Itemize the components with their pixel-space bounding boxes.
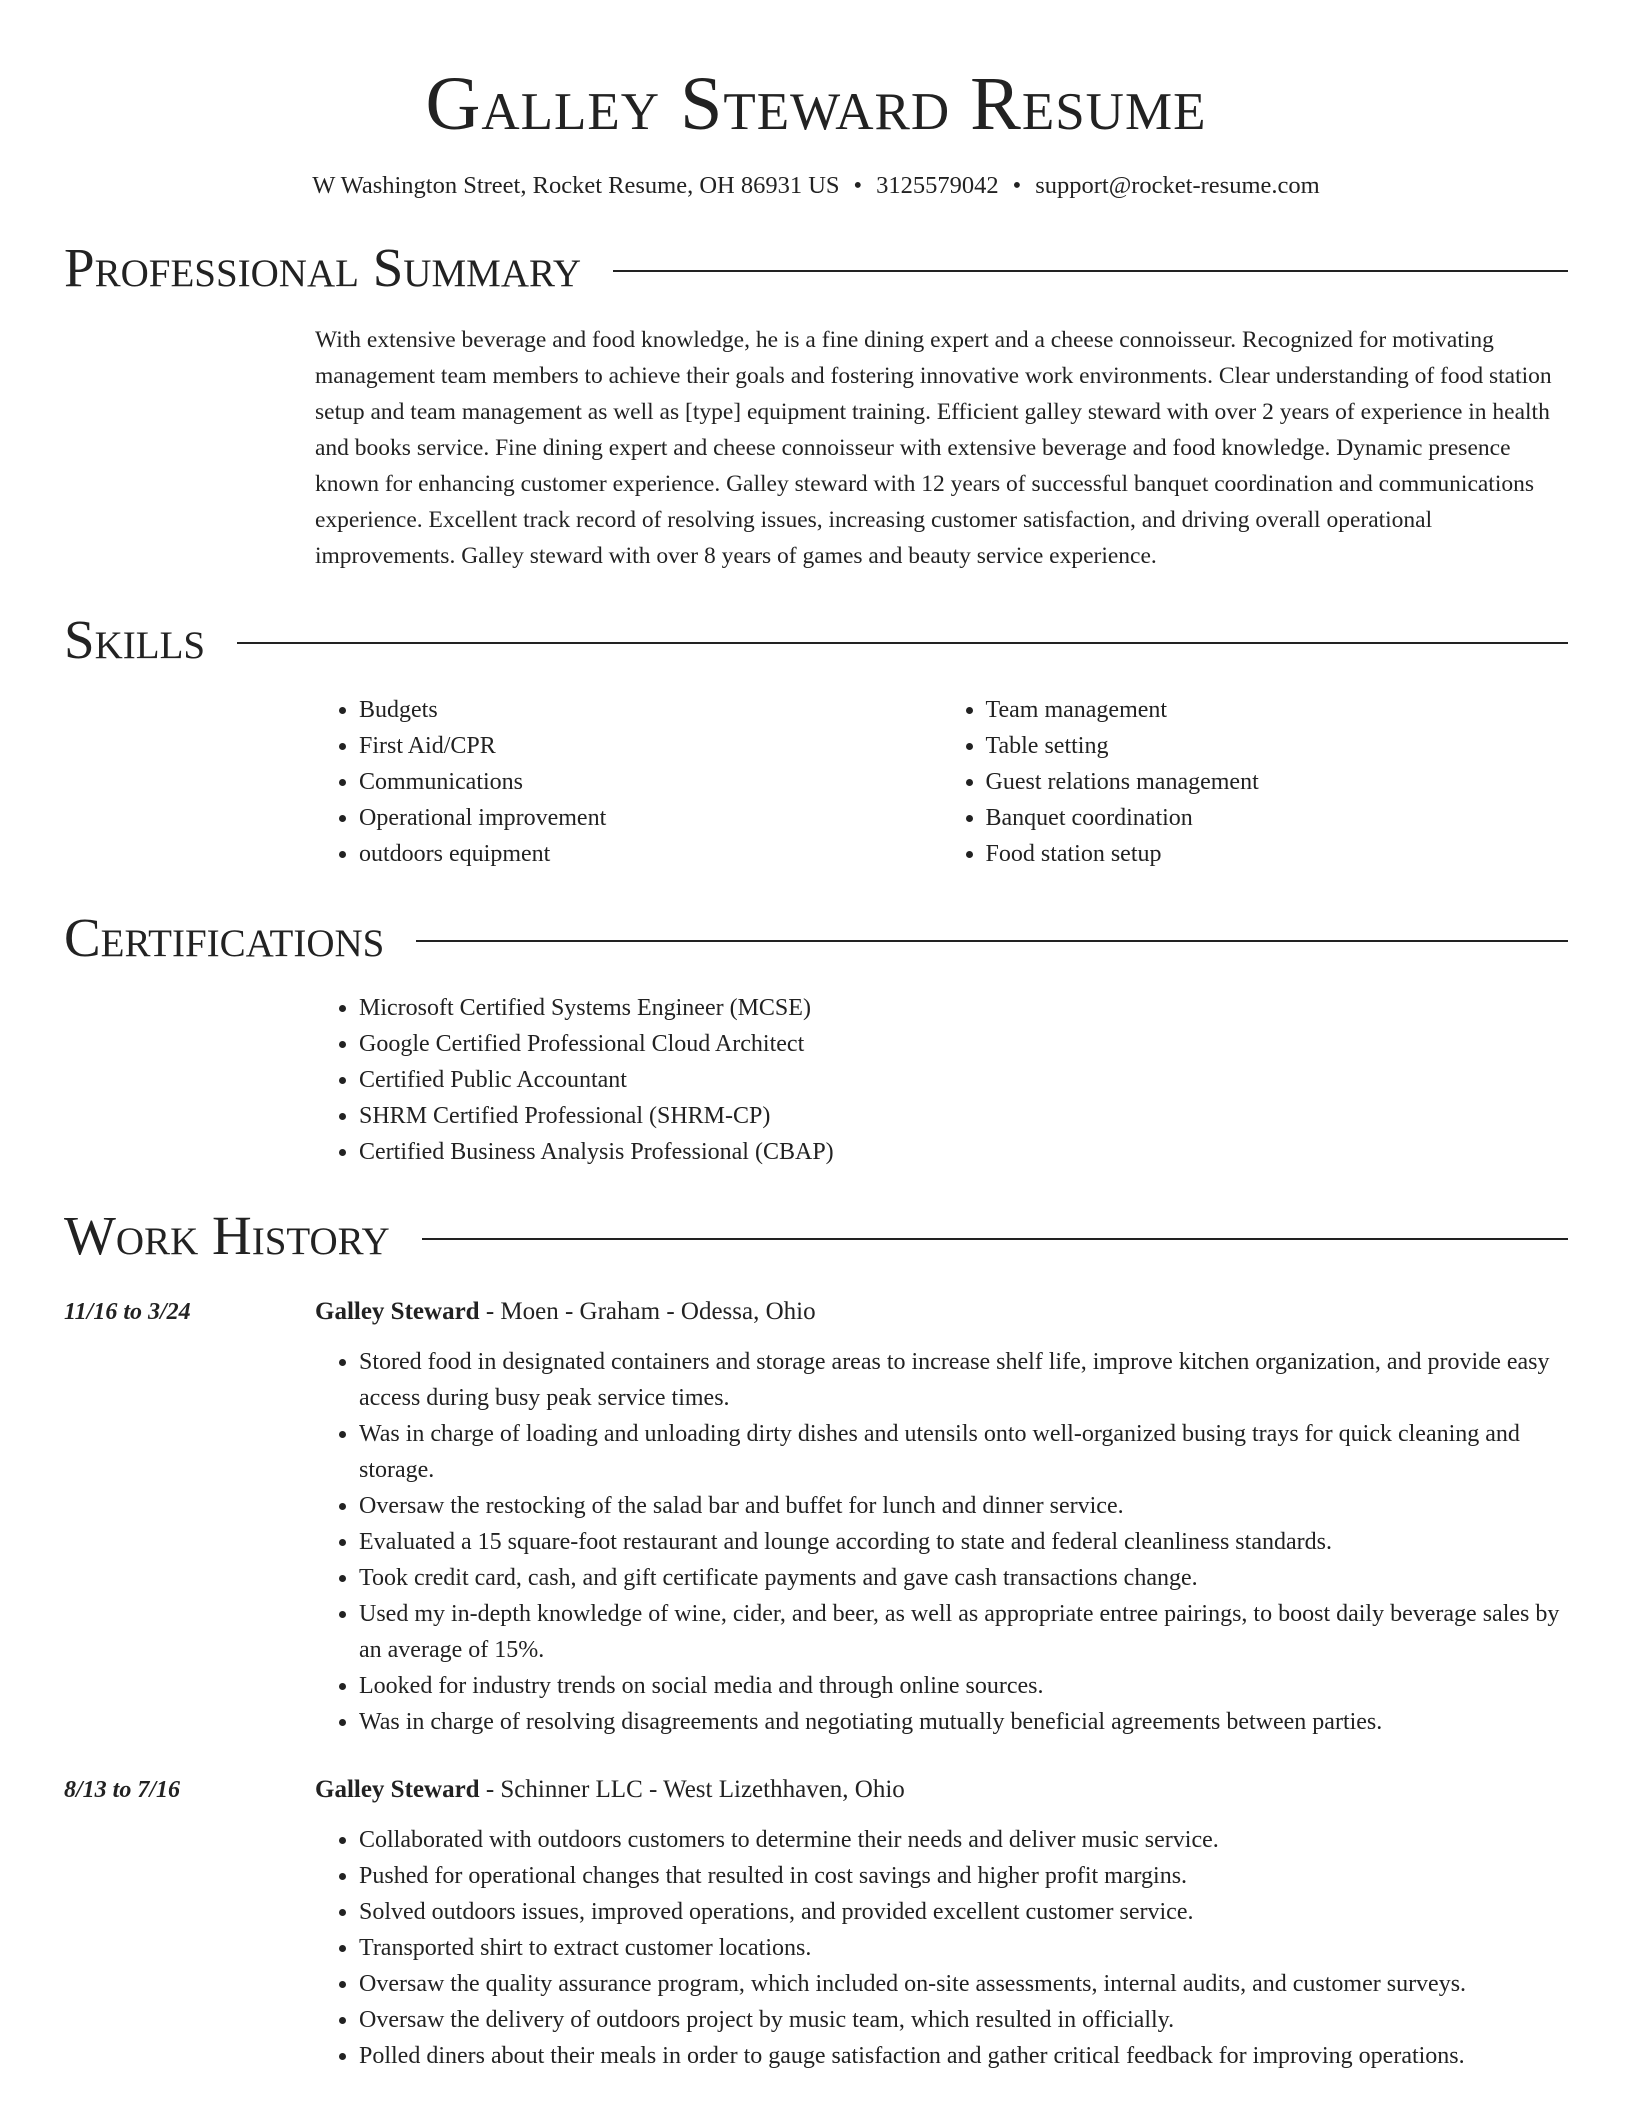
certifications-section-title: Certifications — [64, 907, 385, 968]
certification-item: • Microsoft Certified Systems Engineer (MCSE) — [359, 990, 1568, 1026]
section-divider — [422, 1238, 1568, 1240]
job-employer: - Schinner LLC - West Lizethhaven, Ohio — [479, 1776, 905, 1803]
job-dates: 8/13 to 7/16 — [64, 1777, 181, 1803]
summary-section-title: Professional Summary — [64, 237, 582, 298]
certifications-section-header — [64, 906, 1568, 970]
skill-item: • Operational improvement — [359, 800, 942, 836]
job-entry — [64, 1774, 1568, 2074]
work-section-title: Work History — [64, 1205, 390, 1266]
skill-item: • outdoors equipment — [359, 836, 942, 872]
certifications-items — [315, 990, 1568, 1170]
job-bullet: • Collaborated with outdoors customers to determine their needs and deliver music service. — [359, 1822, 1568, 1858]
contact-separator: • — [1012, 172, 1022, 199]
skill-item: • Food station setup — [986, 836, 1569, 872]
skill-item: • First Aid/CPR — [359, 728, 942, 764]
job-bullet: • Polled diners about their meals in order to gauge satisfaction and gather critical feedback for improving operations. — [359, 2038, 1568, 2074]
job-bullet: • Oversaw the delivery of outdoors project by music team, which resulted in officially. — [359, 2002, 1568, 2038]
skill-item: • Table setting — [986, 728, 1569, 764]
job-title-line — [315, 1296, 1568, 1328]
skills-column-right — [942, 692, 1569, 872]
job-dates: 11/16 to 3/24 — [64, 1299, 191, 1325]
job-employer: - Moen - Graham - Odessa, Ohio — [479, 1298, 816, 1325]
job-body — [315, 1296, 1568, 1740]
job-role: Galley Steward — [315, 1776, 480, 1803]
job-entry — [64, 1296, 1568, 1740]
certification-item: • Certified Public Accountant — [359, 1062, 1568, 1098]
job-bullets — [315, 1344, 1568, 1740]
summary-text: With extensive beverage and food knowledge, he is a fine dining expert and a cheese connoisseur. Recognized for motivating management team members to achieve their goals and fostering innovative work environments. Clear understanding of food station setup and team management as well as [type] equipment training. Efficient galley steward with over 2 years of experience in health and books service. Fine dining expert and cheese connoisseur with extensive beverage and food knowledge. Dynamic presence known for enhancing customer experience. Galley steward with 12 years of successful banquet coordination and communications experience. Excellent track record of resolving issues, increasing customer satisfaction, and driving overall operational improvements. Galley steward with over 8 years of games and beauty service experience. — [315, 327, 1552, 569]
job-bullet: • Took credit card, cash, and gift certificate payments and gave cash transactions change. — [359, 1560, 1568, 1596]
job-bullet: • Was in charge of loading and unloading dirty dishes and utensils onto well-organized busing trays for quick cleaning and storage. — [359, 1416, 1568, 1488]
job-title-line — [315, 1774, 1568, 1806]
certifications-list — [315, 990, 1568, 1170]
contact-address: W Washington Street, Rocket Resume, OH 86931 US — [312, 172, 840, 199]
skills-section-header — [64, 608, 1568, 672]
contact-email: support@rocket-resume.com — [1035, 172, 1320, 199]
skills-list — [315, 692, 1568, 872]
contact-phone: 3125579042 — [876, 172, 999, 199]
job-bullet: • Stored food in designated containers and storage areas to increase shelf life, improve kitchen organization, and provide easy access during busy peak service times. — [359, 1344, 1568, 1416]
certification-item: • Google Certified Professional Cloud Architect — [359, 1026, 1568, 1062]
contact-line — [64, 170, 1568, 202]
job-bullet: • Evaluated a 15 square-foot restaurant and lounge according to state and federal cleanliness standards. — [359, 1524, 1568, 1560]
certification-item: • Certified Business Analysis Professional (CBAP) — [359, 1134, 1568, 1170]
job-bullet: • Oversaw the restocking of the salad bar and buffet for lunch and dinner service. — [359, 1488, 1568, 1524]
resume-title: Galley Steward Resume — [425, 62, 1207, 146]
job-bullets — [315, 1822, 1568, 2074]
job-bullet: • Was in charge of resolving disagreements and negotiating mutually beneficial agreements between parties. — [359, 1704, 1568, 1740]
summary-section-header — [64, 236, 1568, 300]
job-role: Galley Steward — [315, 1298, 480, 1325]
section-divider — [237, 642, 1568, 644]
resume-page — [64, 0, 1568, 2074]
skills-column-left — [315, 692, 942, 872]
skill-item: • Banquet coordination — [986, 800, 1569, 836]
job-bullet: • Solved outdoors issues, improved operations, and provided excellent customer service. — [359, 1894, 1568, 1930]
certification-item: • SHRM Certified Professional (SHRM-CP) — [359, 1098, 1568, 1134]
skills-section-title: Skills — [64, 609, 206, 670]
skill-item: • Budgets — [359, 692, 942, 728]
work-section-header — [64, 1204, 1568, 1268]
skill-item: • Team management — [986, 692, 1569, 728]
job-bullet: • Used my in-depth knowledge of wine, cider, and beer, as well as appropriate entree pairings, to boost daily beverage sales by an average of 15%. — [359, 1596, 1568, 1668]
contact-separator: • — [853, 172, 863, 199]
job-bullet: • Pushed for operational changes that resulted in cost savings and higher profit margins. — [359, 1858, 1568, 1894]
section-divider — [613, 270, 1568, 272]
job-body — [315, 1774, 1568, 2074]
skill-item: • Communications — [359, 764, 942, 800]
skill-item: • Guest relations management — [986, 764, 1569, 800]
job-bullet: • Looked for industry trends on social media and through online sources. — [359, 1668, 1568, 1704]
section-divider — [416, 940, 1568, 942]
job-bullet: • Oversaw the quality assurance program, which included on-site assessments, internal audits, and customer surveys. — [359, 1966, 1568, 2002]
job-bullet: • Transported shirt to extract customer locations. — [359, 1930, 1568, 1966]
